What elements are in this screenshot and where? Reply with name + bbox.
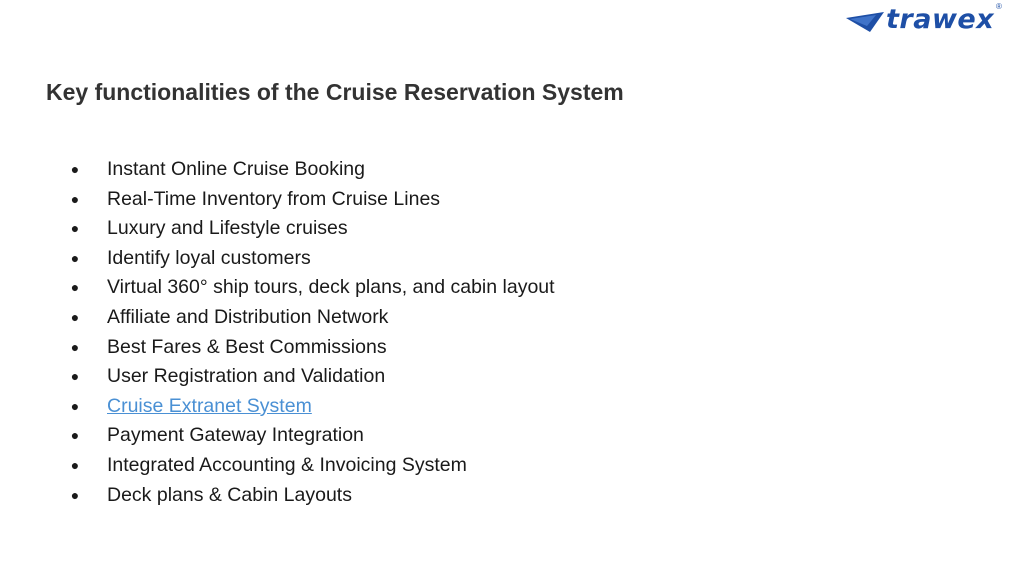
feature-label: Instant Online Cruise Booking [107, 158, 365, 180]
feature-label: Real-Time Inventory from Cruise Lines [107, 187, 441, 210]
bullet-icon: ● [70, 427, 80, 444]
arrow-wing-icon [846, 2, 886, 38]
bullet-icon: ● [70, 338, 80, 355]
bullet-icon: ● [70, 161, 80, 177]
logo-wordmark: trawex [886, 4, 995, 35]
bullet-icon: ● [70, 486, 80, 503]
bullet-icon: ● [70, 308, 80, 325]
trawex-logo [846, 2, 1010, 38]
bullet-icon: ● [70, 190, 80, 207]
feature-label: Payment Gateway Integration [107, 424, 364, 447]
feature-label: User Registration and Validation [107, 365, 386, 388]
registered-mark: ® [996, 2, 1002, 11]
bullet-icon: ● [70, 397, 80, 414]
feature-label: Luxury and Lifestyle cruises [107, 217, 348, 240]
bullet-icon: ● [70, 249, 80, 266]
page-title: Key functionalities of the Cruise Reservation System [46, 79, 624, 105]
feature-label: Best Fares & Best Commissions [107, 335, 387, 358]
feature-label: Identify loyal customers [107, 246, 311, 269]
feature-label: Virtual 360° ship tours, deck plans, and cabin layout [107, 276, 555, 299]
bullet-icon: ● [70, 220, 80, 237]
bullet-icon: ● [70, 456, 80, 473]
cruise-extranet-link[interactable]: Cruise Extranet System [107, 394, 312, 417]
feature-label: Affiliate and Distribution Network [107, 305, 389, 328]
feature-label: Deck plans & Cabin Layouts [107, 483, 352, 506]
bullet-icon: ● [70, 368, 80, 385]
feature-label: Integrated Accounting & Invoicing System [107, 453, 467, 476]
bullet-icon: ● [70, 279, 80, 296]
